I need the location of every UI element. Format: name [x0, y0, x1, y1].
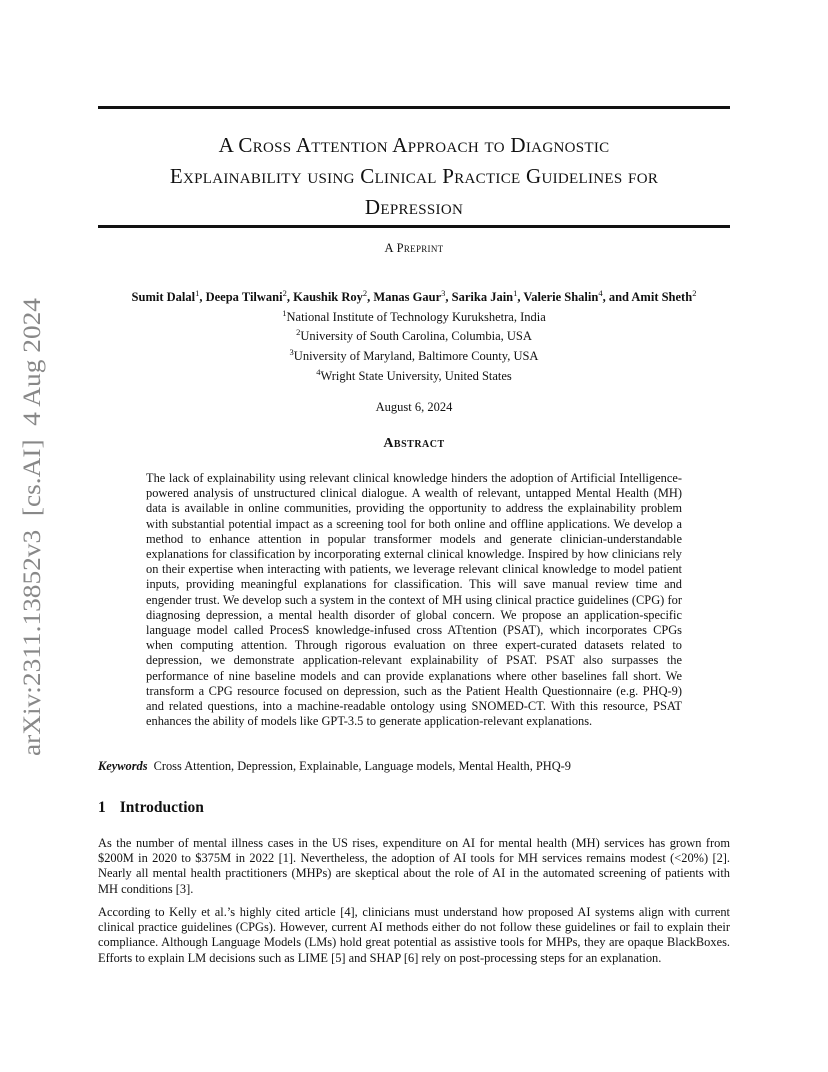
author-name: Sarika Jain — [451, 290, 514, 305]
author-block — [98, 286, 730, 384]
affiliation-marker: 1 — [195, 288, 200, 298]
keywords-line — [98, 759, 730, 774]
author-name: Sumit Dalal — [131, 290, 196, 305]
author-list: Sumit Dalal$^1$, Deepa Tilwani$^2$, Kaushik Roy$^2$, Manas Gaur$^3$, Sarika Jain$^1$, Valerie Shalin$^4$, and Amit Sheth$^2$ — [131, 288, 697, 305]
paper-title — [98, 130, 730, 223]
affiliation — [98, 306, 730, 326]
affiliation-marker: 4 — [598, 288, 603, 298]
affiliation-list — [98, 306, 730, 385]
affiliation-number: 3 — [289, 346, 294, 357]
publication-date: August 6, 2024 — [375, 400, 453, 414]
title-line: Explainability using Clinical Practice Guidelines for — [169, 164, 659, 188]
affiliation-text: Wright State University, United States — [320, 368, 512, 383]
affiliation-marker: 3 — [441, 288, 446, 298]
affiliation — [98, 365, 730, 385]
keywords-label: Keywords — [98, 759, 148, 773]
section-number: 1 — [98, 799, 106, 816]
section-title: Introduction — [119, 799, 204, 816]
affiliation-number: 2 — [296, 327, 301, 338]
title-bottom-rule — [98, 225, 730, 228]
abstract-text: The lack of explainability using relevant clinical knowledge hinders the adoption of Artificial Intelligence-powered analysis of unstructured clinical dialogue. A wealth of relevant, untapped Mental Health (MH) data is available in online communities, providing the opportunity to address the explainability problem with substantial potential impact as a screening tool for both online and offline applications. We develop a method to enhance attention in popular transformer models and generate clinician-understandable explanations for classification by incorporating external clinical knowledge. Inspired by how clinicians rely on their expertise when interacting with patients, we leverage relevant clinical knowledge to model patient inputs, providing meaningful explanations for classification. This will save manual review time and engender trust. We develop such a system in the context of MH using clinical practice guidelines (CPG) for diagnosing depression, a mental health disorder of global concern. We propose an application-specific language model called ProcesS knowledge-infused cross ATtention (PSAT), which incorporates CPGs when computing attention. Through rigorous evaluation on three expert-curated datasets related to depression, we demonstrate application-relevant explainability of PSAT. PSAT also surpasses the performance of nine baseline models and can provide explanations where other baselines fall short. We transform a CPG resource focused on depression, such as the Patient Health Questionnaire (e.g. PHQ-9) and related questions, into a machine-readable ontology using SNOMED-CT. With this resource, PSAT enhances the ability of models like GPT-3.5 to generate application-relevant explanations. — [146, 471, 682, 729]
affiliation — [98, 325, 730, 345]
affiliation-number: 1 — [282, 307, 287, 318]
affiliation-text: National Institute of Technology Kurukshetra, India — [286, 309, 546, 324]
title-line: Depression — [364, 195, 464, 219]
abstract-heading: Abstract — [383, 436, 445, 451]
author-name: Kaushik Roy — [293, 290, 363, 305]
author-name: Manas Gaur — [373, 290, 442, 305]
author-name: Amit Sheth — [631, 290, 693, 305]
keywords-text: Cross Attention, Depression, Explainable, Language models, Mental Health, PHQ-9 — [153, 759, 571, 773]
arxiv-stamp-text: arXiv:2311.13852v3 [cs.AI] 4 Aug 2024 — [19, 337, 46, 756]
author-name: Valerie Shalin — [523, 290, 599, 305]
affiliation-text: University of Maryland, Baltimore County, USA — [293, 349, 539, 364]
body-paragraph: As the number of mental illness cases in the US rises, expenditure on AI for mental health (MH) services has grown from $200M in 2020 to $375M in 2022 [1]. Nevertheless, the adoption of AI tools for MH services remains modest (<20%) [2]. Nearly all mental health practitioners (MHPs) are skeptical about the role of AI in the automated screening of patients with MH conditions [3]. — [98, 836, 730, 896]
title-line: A Cross Attention Approach to Diagnostic — [218, 133, 610, 157]
affiliation-marker: 2 — [692, 288, 697, 298]
preprint-label: A Preprint — [384, 241, 444, 255]
affiliation — [98, 345, 730, 365]
affiliation-number: 4 — [316, 366, 321, 377]
top-rule — [98, 106, 730, 109]
arxiv-stamp — [12, 296, 48, 756]
affiliation-text: University of South Carolina, Columbia, USA — [300, 329, 532, 344]
body-paragraph: According to Kelly et al.’s highly cited article [4], clinicians must understand how proposed AI systems align with current clinical practice guidelines (CPGs). However, current AI methods either do not follow these guidelines or fail to explain their compliance. Although Language Models (LMs) hold great potential as assistive tools for MHPs, they are opaque BlackBoxes. Efforts to explain LM decisions such as LIME [5] and SHAP [6] rely on post-processing steps for an explanation. — [98, 905, 730, 965]
affiliation-marker: 2 — [282, 288, 287, 298]
section-heading — [98, 799, 204, 817]
author-name: Deepa Tilwani — [205, 290, 283, 305]
affiliation-marker: 2 — [362, 288, 368, 298]
affiliation-marker: 1 — [513, 288, 518, 298]
